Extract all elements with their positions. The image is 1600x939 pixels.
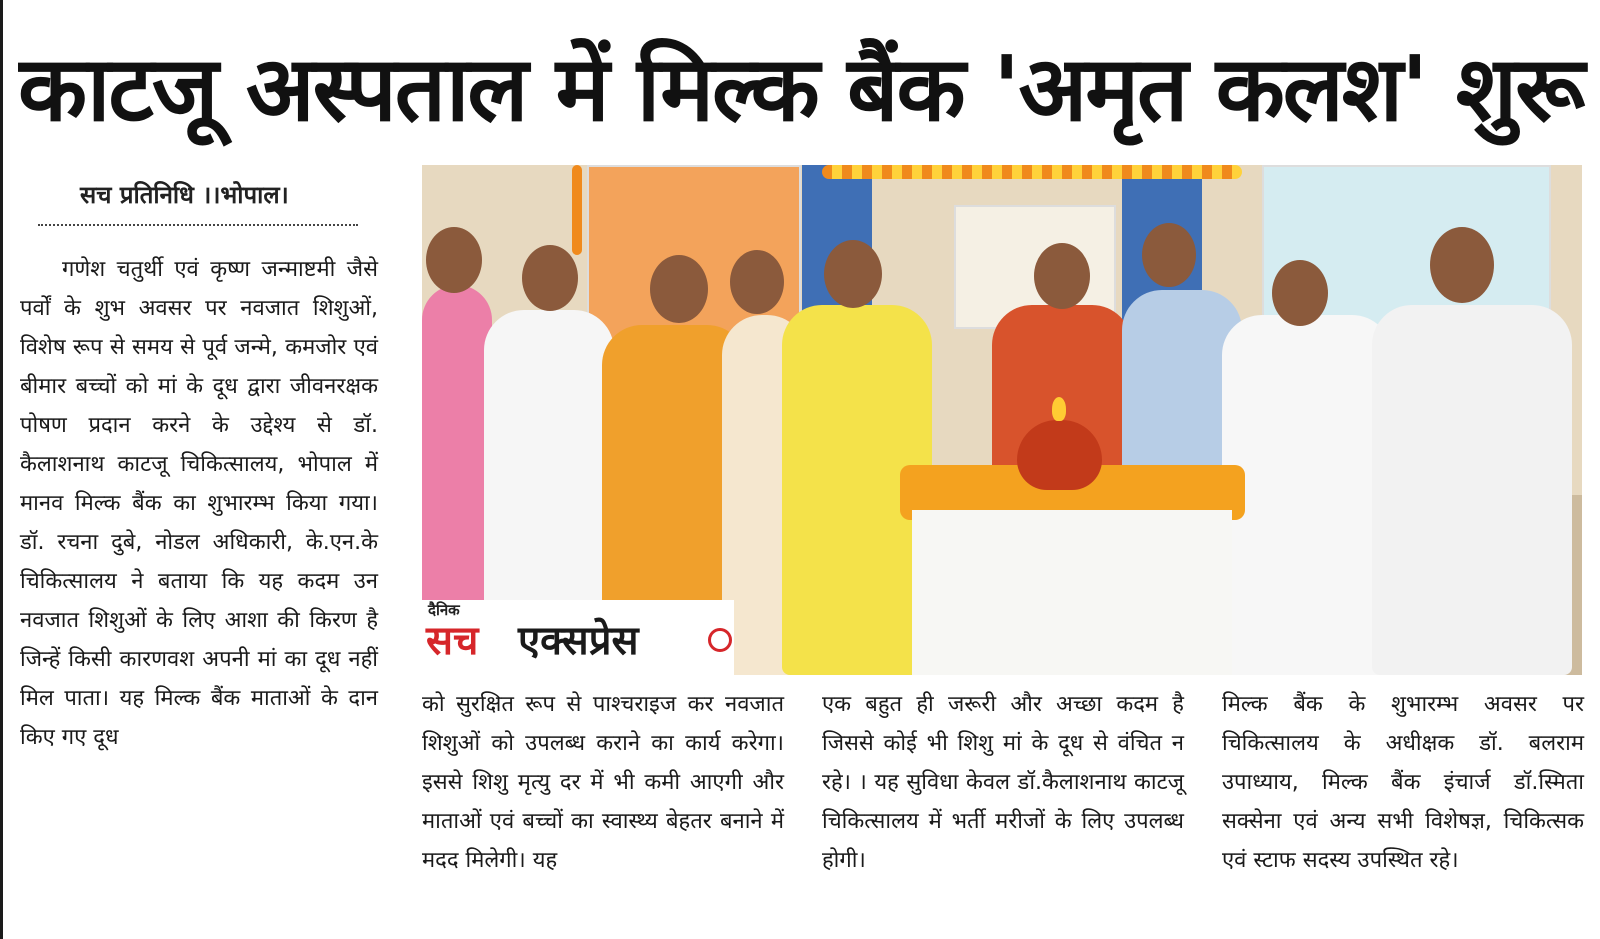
photo-person-head <box>1034 243 1090 309</box>
article-column-4: मिल्क बैंक के शुभारम्भ अवसर पर चिकित्सालय के अधीक्षक डॉ. बलराम उपाध्याय, मिल्क बैंक इंचार्ज डॉ.स्मिता सक्सेना एवं अन्य सभी विशेषज्ञ, चिकित्सक एवं स्टाफ सदस्य उपस्थित रहे। <box>1222 692 1584 873</box>
logo-chakra-icon <box>708 628 732 652</box>
byline-divider <box>38 224 358 226</box>
event-photo <box>422 165 1582 675</box>
photo-person-head <box>730 250 784 314</box>
left-column-rule <box>0 0 3 939</box>
article-column-2: को सुरक्षित रूप से पाश्चराइज कर नवजात शिशुओं को उपलब्ध कराने का कार्य करेगा। इससे शिशु मृत्यु दर में भी कमी आएगी और माताओं एवं बच्चों का स्वास्थ्य बेहतर बनाने में मदद मिलेगी। यह <box>422 692 784 873</box>
photo-person-head <box>650 255 708 323</box>
photo-person-head <box>522 245 578 311</box>
logo-sach-text: सच <box>426 618 479 664</box>
photo-person-head <box>824 240 882 308</box>
photo-kalash <box>1017 420 1102 490</box>
headline: काटजू अस्पताल में मिल्क बैंक 'अमृत कलश' शुरू <box>18 37 1584 142</box>
article-column-3: एक बहुत ही जरूरी और अच्छा कदम है जिससे कोई भी शिशु मां के दूध से वंचित न रहे। । यह सुविधा केवल डॉ.कैलाशनाथ काटजू चिकित्सालय में भर्ती मरीजों के लिए उपलब्ध होगी। <box>822 692 1184 873</box>
photo-person-head <box>426 227 482 293</box>
photo-table-cloth <box>912 510 1232 675</box>
photo-person-head <box>1430 227 1494 303</box>
logo-express-text: एक्सप्रेस <box>518 618 639 664</box>
photo-person-head <box>1272 260 1328 326</box>
photo-person-head <box>1142 223 1196 287</box>
photo-person <box>1222 315 1392 675</box>
newspaper-logo <box>422 600 734 675</box>
photo-garland <box>822 165 1242 179</box>
article-column-1: गणेश चतुर्थी एवं कृष्ण जन्माष्टमी जैसे पर्वों के शुभ अवसर पर नवजात शिशुओं, विशेष रूप से समय से पूर्व जन्मे, कमजोर एवं बीमार बच्चों को मां के दूध द्वारा जीवनरक्षक पोषण प्रदान करने के उद्देश्य से डॉ. कैलाशनाथ काटजू चिकित्सालय, भोपाल में मानव मिल्क बैंक का शुभारम्भ किया गया। डॉ. रचना दुबे, नोडल अधिकारी, के.एन.के चिकित्सालय ने बताया कि यह कदम उन नवजात शिशुओं के लिए आशा की किरण है जिन्हें किसी कारणवश अपनी मां का दूध नहीं मिल पाता। यह मिल्क बैंक माताओं के दान किए गए दूध <box>20 257 378 750</box>
photo-person <box>1372 305 1572 675</box>
photo-lamp-flame <box>1052 397 1066 421</box>
logo-daily-label: दैनिक <box>428 601 460 619</box>
byline: सच प्रतिनिधि ।।भोपाल। <box>80 181 289 209</box>
photo-garland <box>572 165 582 255</box>
